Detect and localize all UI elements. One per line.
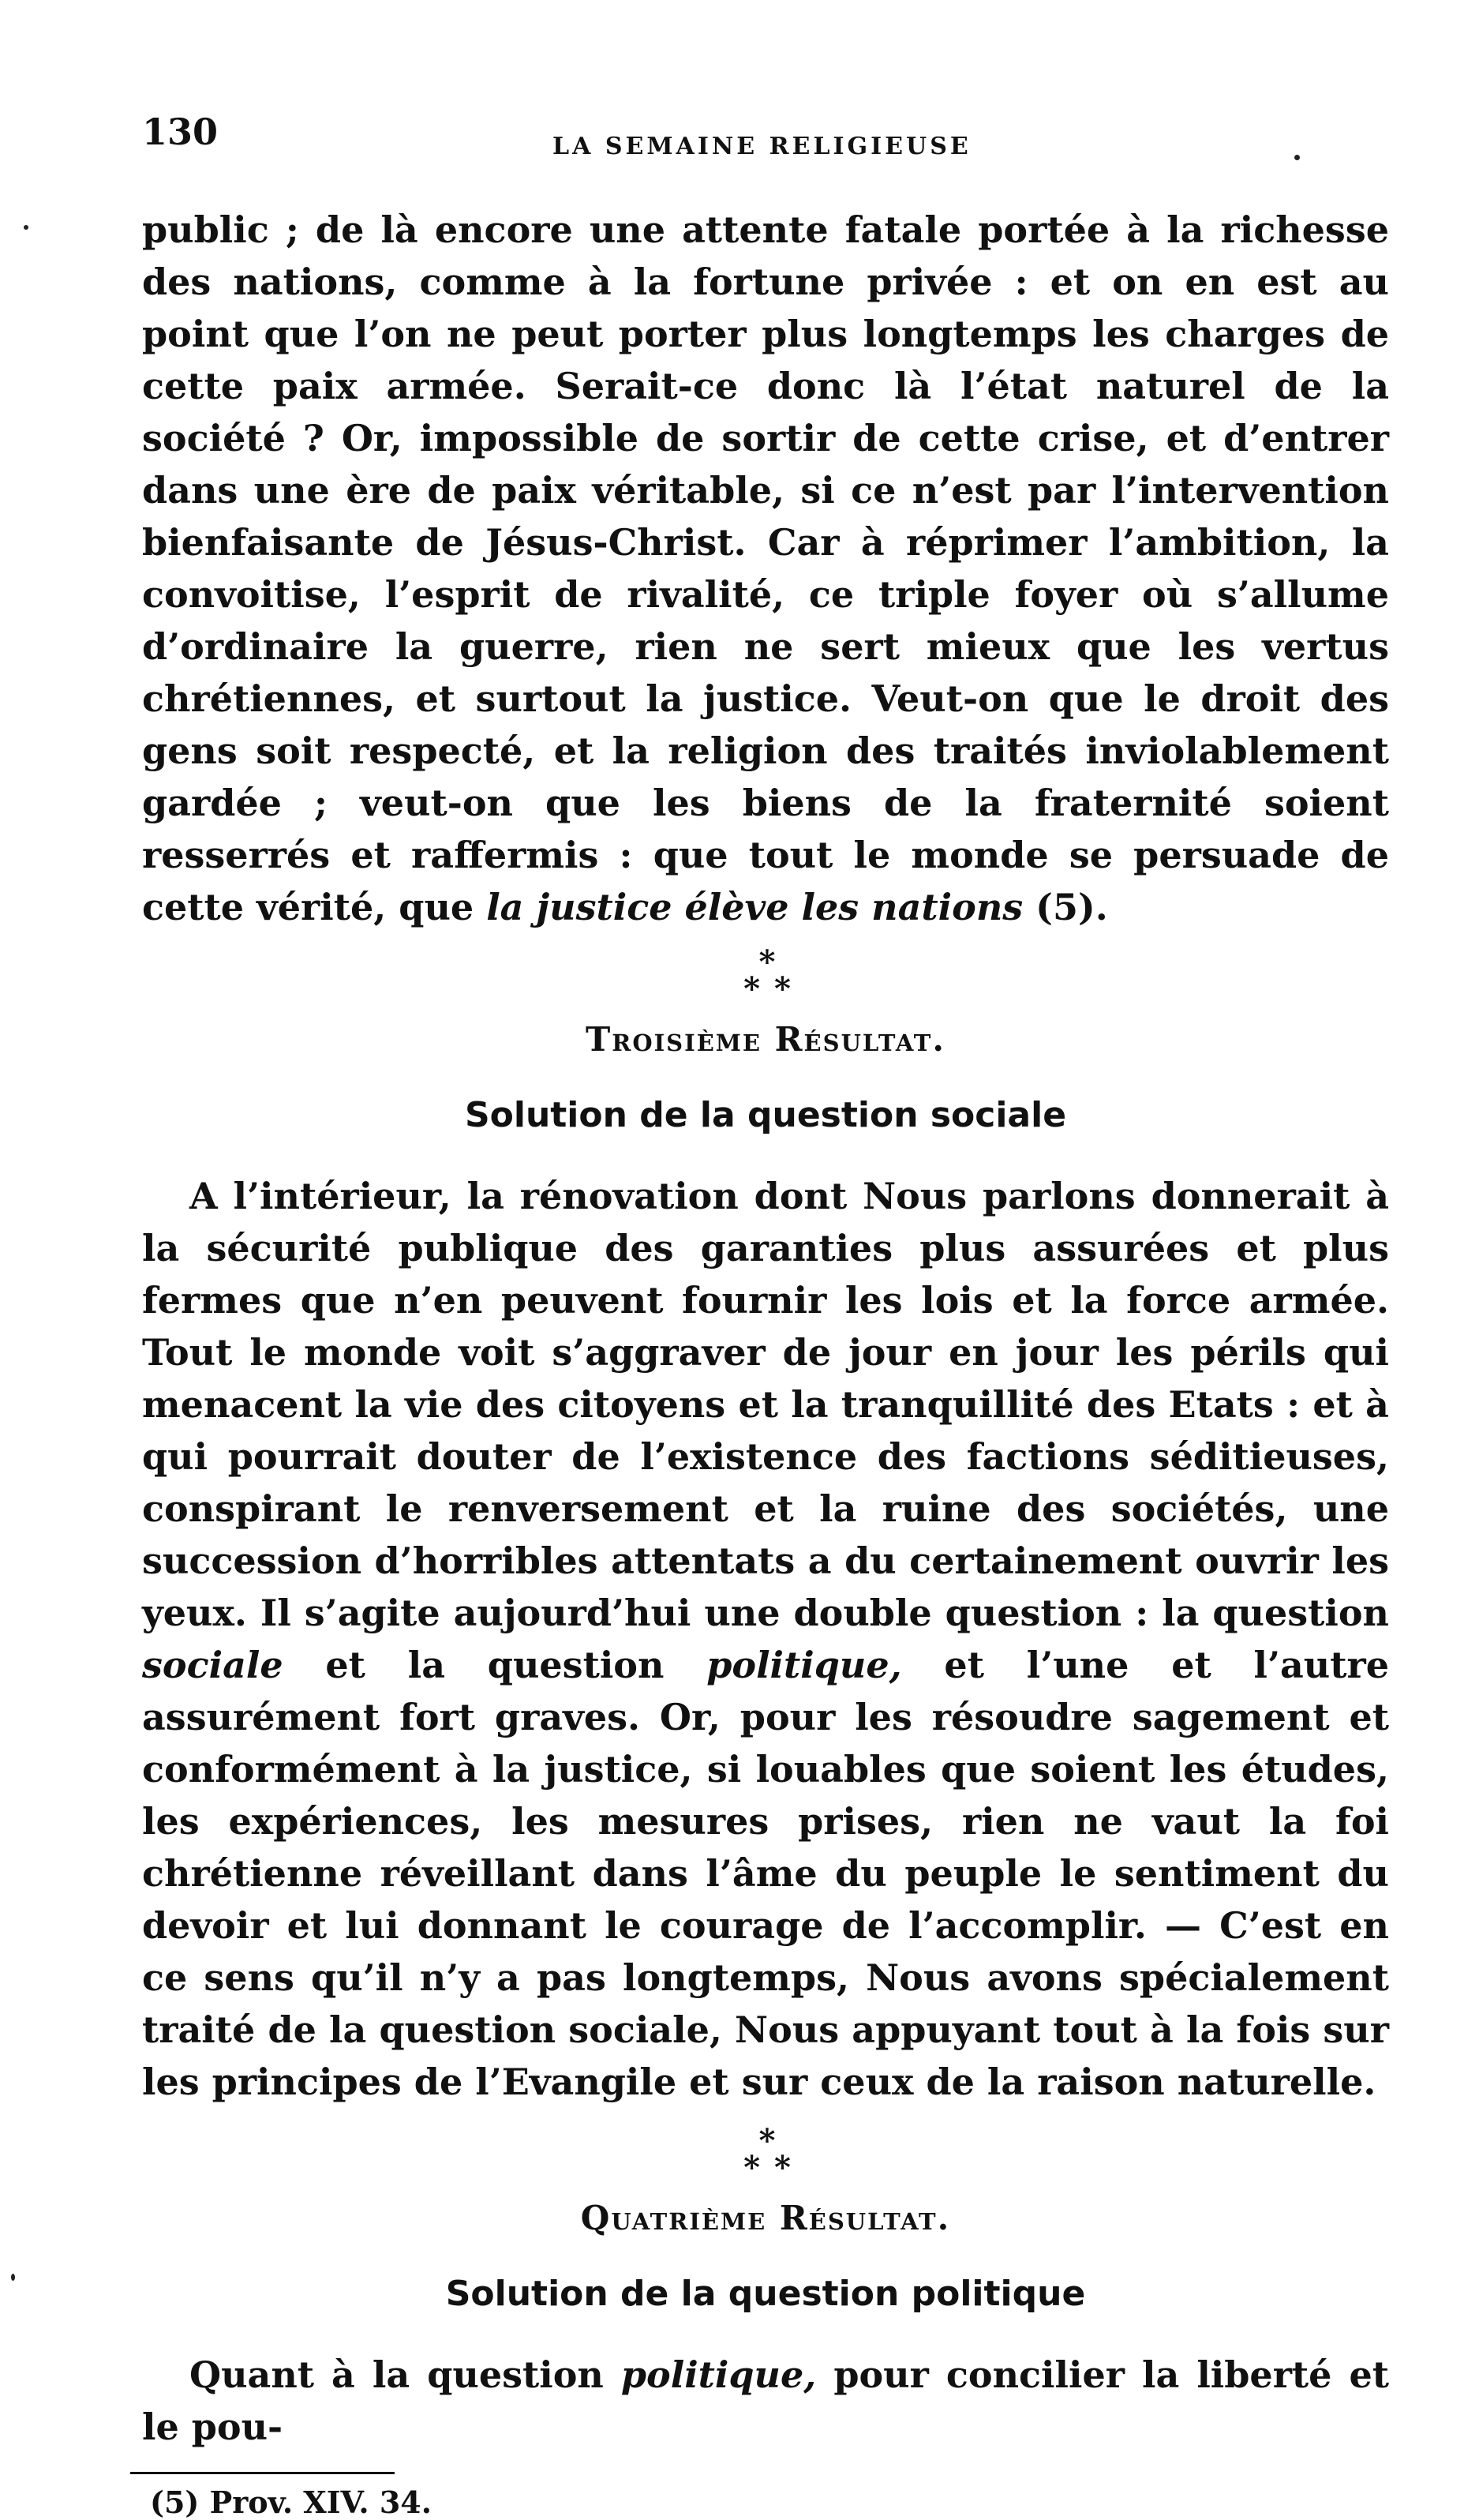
paragraph-1 bbox=[142, 204, 1389, 933]
paragraph-1-text: public ; de là encore une attente fatale portée à la richesse des nations, comme à la fortune privée : et on en est au point que l’on ne peut porter plus longtemps les charges de cette paix armée. Serait-ce donc là l’état naturel de la société ? Or, impossible de sortir de cette crise, et d’entrer dans une ère de paix véritable, si ce n’est par l’intervention bienfaisante de Jésus-Christ. Car à réprimer l’ambition, la convoitise, l’esprit de rivalité, ce triple foyer où s’allume d’ordinaire la guerre, rien ne sert mieux que les vertus chrétiennes, et surtout la justice. Veut-on que le droit des gens soit respecté, et la religion des traités inviolablement gardée ; veut-on que les biens de la fraternité soient resserrés et raffermis : que tout le monde se persuade de cette vérité, que bbox=[142, 208, 1389, 928]
asterism-top: * bbox=[758, 943, 776, 981]
section-subtitle-social-question: Solution de la question sociale bbox=[464, 1095, 1067, 1135]
scan-speck bbox=[24, 225, 28, 230]
italic-word-politique: politique, bbox=[706, 1644, 902, 1686]
page-number: 130 bbox=[142, 111, 219, 153]
footnote-reference: (5). bbox=[1023, 886, 1108, 928]
italic-word-sociale: sociale bbox=[142, 1644, 283, 1686]
asterism-bottom-2: ** bbox=[743, 2149, 805, 2186]
paragraph-2-text: A l’intérieur, la rénovation dont Nous parlons donnerait à la sécurité publique des garanties plus assurées et plus fermes que n’en peuvent fournir les lois et la force armée. Tout le monde voit s’aggraver de jour en jour les périls qui menacent la vie des citoyens et la tranquillité des Etats : et à qui pourrait douter de l’existence des factions séditieuses, conspirant le renversement et la ruine des sociétés, une succession d’horribles attentats a du certainement ouvrir les yeux. Il s’agite aujourd’hui une double question : la question bbox=[142, 1175, 1389, 1634]
asterism-separator-2 bbox=[720, 2122, 814, 2186]
paragraph-3 bbox=[142, 2349, 1389, 2453]
italic-word-politique-2: politique, bbox=[620, 2353, 817, 2396]
paragraph-3-end: pour concilier la liberté et le pou- bbox=[142, 2353, 1390, 2448]
page-header bbox=[142, 111, 1389, 182]
section-heading-third-result: Troisième Résultat. bbox=[586, 1020, 945, 1059]
asterism-bottom: ** bbox=[743, 970, 805, 1007]
asterism-top-2: * bbox=[758, 2122, 776, 2159]
paragraph-2-mid: et la question bbox=[283, 1644, 707, 1686]
paragraph-3-start: Quant à la question bbox=[189, 2353, 621, 2396]
scan-speck bbox=[1294, 155, 1300, 160]
italic-quote: la justice élève les nations bbox=[486, 886, 1024, 928]
paragraph-2-end: et l’une et l’autre assurément fort graves. Or, pour les résoudre sagement et conformément à la justice, si louables que soient les études, les expériences, les mesures prises, rien ne vaut la foi chrétienne réveillant dans l’âme du peuple le sentiment du devoir et lui donnant le courage de l’accomplir. — C’est en ce sens qu’il n’y a pas longtemps, Nous avons spécialement traité de la question sociale, Nous appuyant tout à la fois sur les principes de l’Evangile et sur ceux de la raison naturelle. bbox=[142, 1644, 1389, 2103]
scan-speck bbox=[11, 2274, 15, 2281]
paragraph-2 bbox=[142, 1170, 1389, 2108]
footnote-rule bbox=[130, 2472, 395, 2474]
footnote: (5) Prov. XIV. 34. bbox=[150, 2484, 432, 2520]
section-subtitle-political-question: Solution de la question politique bbox=[445, 2274, 1086, 2314]
running-title: LA SEMAINE RELIGIEUSE bbox=[552, 133, 972, 160]
asterism-separator bbox=[720, 943, 814, 1007]
section-heading-fourth-result: Quatrième Résultat. bbox=[580, 2199, 951, 2237]
